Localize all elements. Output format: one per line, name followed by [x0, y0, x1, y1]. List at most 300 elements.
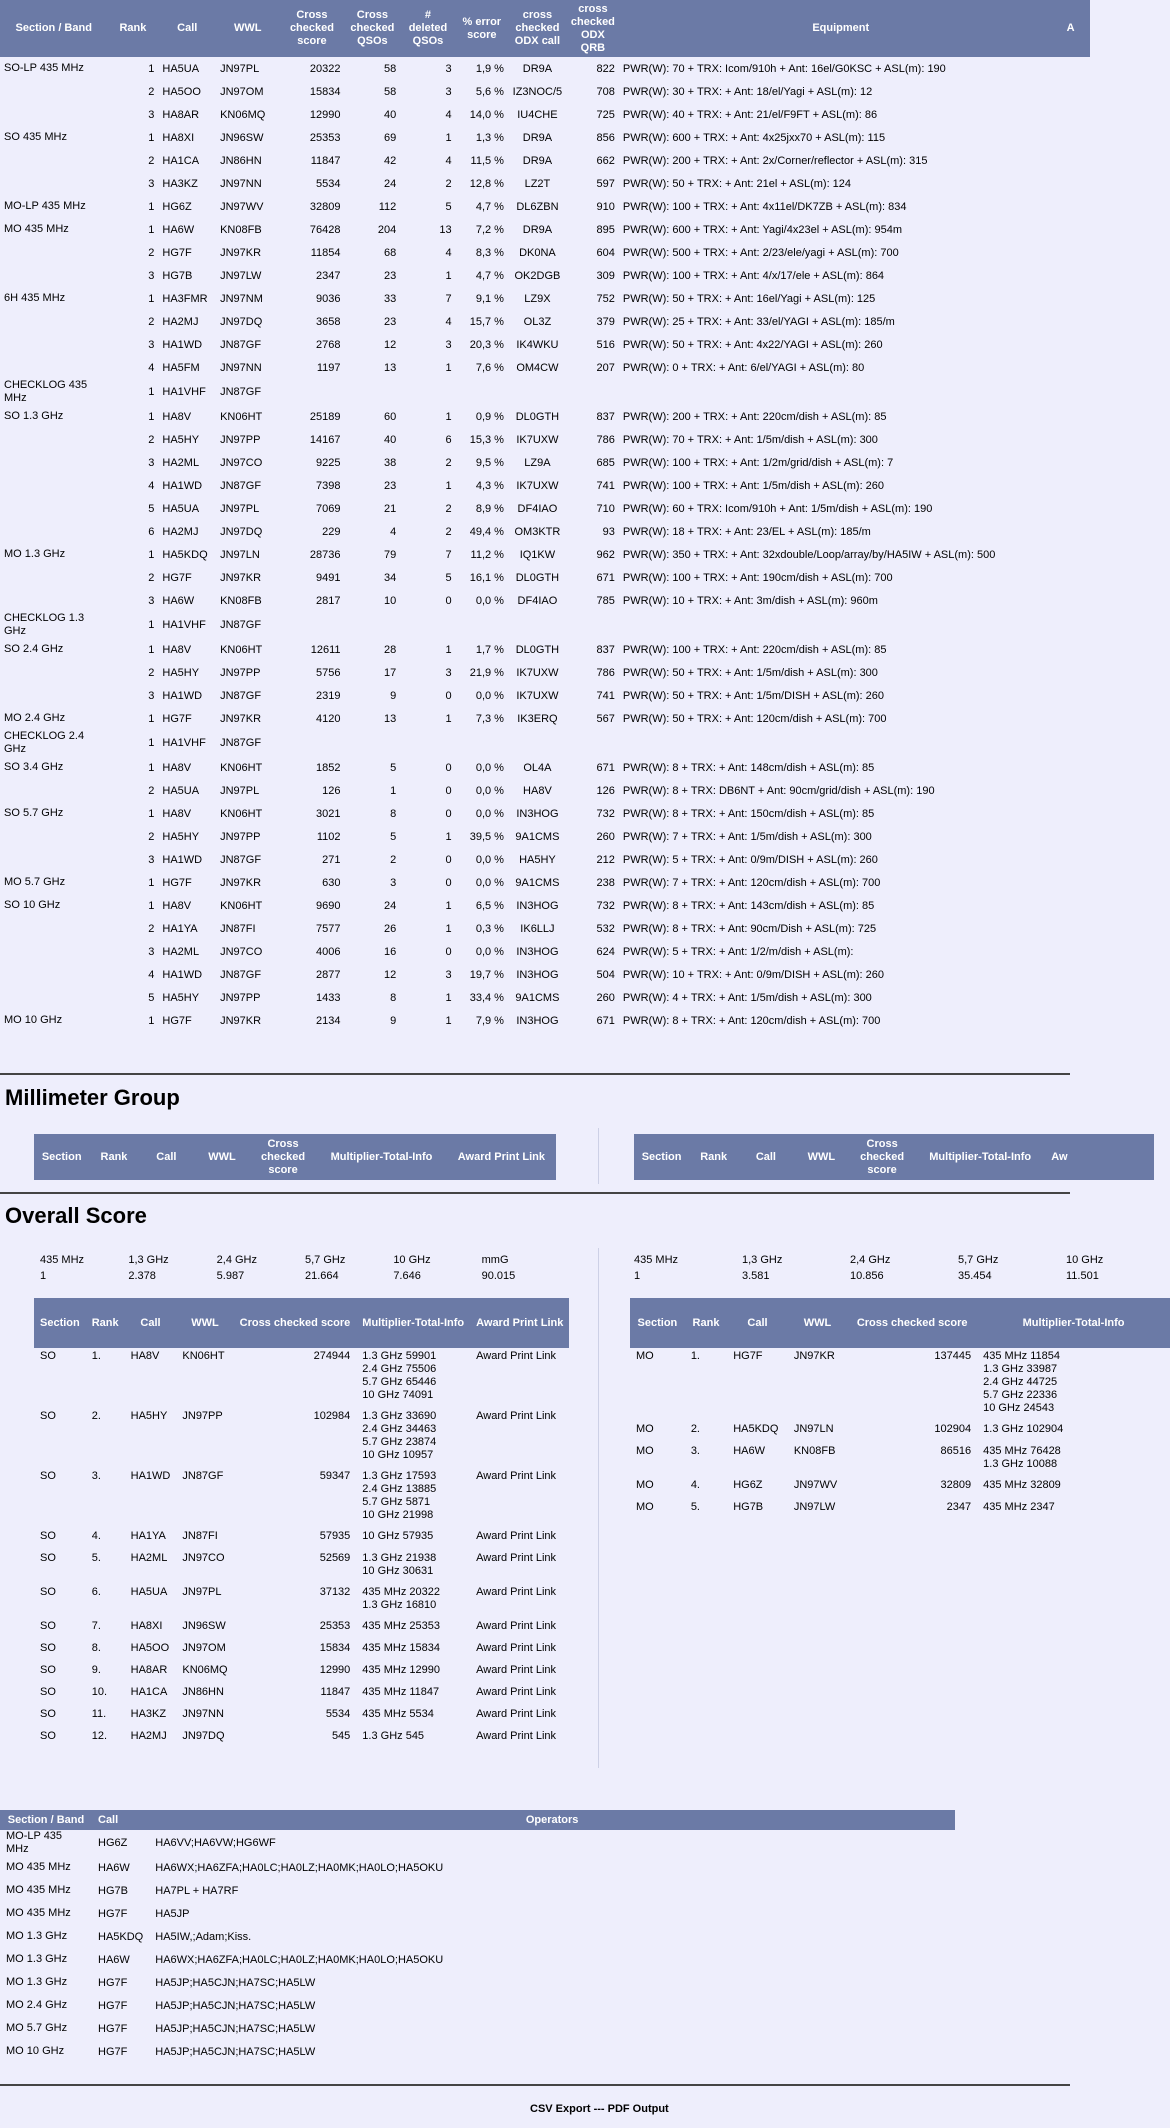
- results-row: [0, 848, 1090, 871]
- cell-score: 28736: [309, 548, 341, 561]
- op-section: MO 1.3 GHz: [6, 1930, 68, 1942]
- multiplier-line: 10 GHz 30631: [362, 1565, 434, 1577]
- results-row: [0, 779, 1090, 802]
- ov-rank: 3.: [91, 1470, 101, 1482]
- cell-section: [0, 684, 107, 707]
- cell-odx-qrb: 837: [596, 410, 615, 423]
- cell-rank: 2: [148, 154, 155, 167]
- cell-call: HA1VHF: [162, 619, 206, 631]
- cell-wwl: JN87GF: [220, 386, 262, 398]
- cell-wwl: JN97KR: [220, 712, 262, 725]
- ov-call: HA2ML: [130, 1552, 168, 1564]
- award-print-link[interactable]: Award Print Link: [476, 1730, 557, 1742]
- award-print-link[interactable]: Award Print Link: [476, 1620, 557, 1632]
- col-score: Cross checked score: [279, 0, 344, 57]
- cell-qsos: 21: [384, 502, 397, 515]
- cell-odx-call: IK6LLJ: [520, 922, 555, 935]
- cell-rank: 3: [148, 945, 155, 958]
- cell-rank: 2: [148, 571, 155, 584]
- operators-row: [0, 1948, 955, 1971]
- cell-error: 0,0 %: [475, 784, 504, 797]
- cell-odx-qrb: 710: [596, 502, 615, 515]
- cell-section: [0, 80, 107, 103]
- cell-qsos: 2: [390, 853, 397, 866]
- cell-deleted: 1: [445, 1014, 452, 1027]
- cell-section: [0, 779, 107, 802]
- op-call: HG6Z: [98, 1837, 128, 1849]
- ov-call: HA2MJ: [130, 1730, 167, 1742]
- cell-deleted: 5: [445, 200, 452, 213]
- ov-multiplier-info: [356, 1348, 470, 1408]
- factor-bands-row: [34, 1252, 564, 1268]
- cell-rank: 1: [148, 737, 155, 749]
- ov-col-wwl: WWL: [788, 1298, 847, 1348]
- cell-section: [0, 848, 107, 871]
- cell-call: HA5FM: [162, 361, 200, 374]
- cell-equipment: PWR(W): 100 + TRX: + Ant: 1/2m/grid/dish + ASL(m): 7: [622, 456, 894, 469]
- cell-odx-qrb: 260: [596, 991, 615, 1004]
- cell-a: [1063, 779, 1090, 802]
- export-links[interactable]: CSV Export --- PDF Output: [530, 2103, 669, 2115]
- cell-equipment: PWR(W): 25 + TRX: + Ant: 33/el/YAGI + ASL(m): 185/m: [622, 315, 895, 328]
- cell-section: [0, 986, 107, 1009]
- cell-odx-call: [508, 730, 567, 756]
- award-print-link[interactable]: Award Print Link: [476, 1350, 557, 1362]
- cell-odx-call: IN3HOG: [516, 899, 559, 912]
- cell-a: [1063, 848, 1090, 871]
- cell-rank: 1: [148, 1014, 155, 1027]
- cell-odx-qrb: 786: [596, 433, 615, 446]
- cell-deleted: 5: [445, 571, 452, 584]
- cell-section: SO 1.3 GHz: [4, 410, 64, 422]
- cell-odx-qrb: 822: [596, 62, 615, 75]
- cell-score: [279, 612, 344, 638]
- cell-score: 7577: [316, 922, 341, 935]
- ov-rank: 2.: [690, 1423, 700, 1435]
- mm-col-score: Cross checked score: [849, 1134, 915, 1180]
- factor-band: mmG: [481, 1254, 509, 1266]
- results-row: [0, 451, 1090, 474]
- cell-odx-call: DL0GTH: [515, 571, 560, 584]
- op-section: MO 435 MHz: [6, 1884, 71, 1896]
- cell-call: HG7F: [162, 1014, 192, 1027]
- cell-error: [456, 730, 508, 756]
- cell-odx-qrb: 786: [596, 666, 615, 679]
- results-row: [0, 871, 1090, 894]
- results-row: [0, 264, 1090, 287]
- cell-call: HA8V: [162, 761, 192, 774]
- cell-section: [0, 103, 107, 126]
- cell-error: 33,4 %: [469, 991, 504, 1004]
- cell-odx-call: DR9A: [522, 223, 553, 236]
- cell-score: 9225: [316, 456, 341, 469]
- mm-col-rank: Rank: [689, 1134, 738, 1180]
- cell-a: [1063, 638, 1090, 661]
- cell-odx-qrb: 732: [596, 807, 615, 820]
- multiplier-line: 1.3 GHz 16810: [362, 1599, 437, 1611]
- op-section: MO 435 MHz: [6, 1861, 71, 1873]
- cell-deleted: 1: [445, 830, 452, 843]
- op-call: HA5KDQ: [98, 1930, 144, 1943]
- factor-values-row: [34, 1268, 564, 1284]
- cell-equipment: PWR(W): 50 + TRX: + Ant: 21el + ASL(m): 124: [622, 177, 852, 190]
- cell-wwl: JN97PP: [220, 666, 261, 679]
- cell-wwl: JN97LW: [220, 269, 262, 282]
- cell-score: 4120: [316, 712, 341, 725]
- cell-qsos: 26: [384, 922, 397, 935]
- cell-deleted: 1: [445, 922, 452, 935]
- cell-score: 1433: [316, 991, 341, 1004]
- cell-a: [1063, 149, 1090, 172]
- award-print-link[interactable]: Award Print Link: [476, 1708, 557, 1720]
- cell-equipment: PWR(W): 100 + TRX: + Ant: 190cm/dish + ASL(m): 700: [622, 571, 893, 584]
- cell-call: HG6Z: [162, 200, 192, 213]
- cell-wwl: JN86HN: [220, 154, 262, 167]
- award-print-link[interactable]: Award Print Link: [476, 1470, 557, 1482]
- col-rank: Rank: [107, 0, 158, 57]
- cell-equipment: [619, 612, 1063, 638]
- cell-qsos: 17: [384, 666, 397, 679]
- cell-qsos: 42: [384, 154, 397, 167]
- cell-score: 2817: [316, 594, 341, 607]
- ov-wwl: JN97WV: [793, 1479, 838, 1491]
- ov-rank: 2.: [91, 1410, 101, 1422]
- cell-odx-call: 9A1CMS: [515, 991, 560, 1004]
- results-row: [0, 638, 1090, 661]
- cell-equipment: PWR(W): 600 + TRX: + Ant: Yagi/4x23el + ASL(m): 954m: [622, 223, 902, 236]
- op-call: HG7F: [98, 1999, 128, 2012]
- cell-odx-call: LZ2T: [524, 177, 551, 190]
- ov-rank: 4.: [690, 1479, 700, 1491]
- ov-rank: 3.: [690, 1445, 700, 1457]
- cell-rank: 1: [148, 200, 155, 213]
- multiplier-line: 10 GHz 10957: [362, 1449, 434, 1461]
- cell-score: 126: [322, 784, 341, 797]
- ov-multiplier-info: [977, 1348, 1170, 1421]
- cell-qsos: 40: [384, 433, 397, 446]
- cell-odx-qrb: 837: [596, 643, 615, 656]
- col-qsos: Cross checked QSOs: [345, 0, 401, 57]
- overall-row: [34, 1550, 569, 1584]
- ov-wwl: JN97NN: [182, 1708, 224, 1720]
- cell-call: HA5UA: [162, 784, 200, 797]
- cell-rank: 2: [148, 433, 155, 446]
- results-row: [0, 218, 1090, 241]
- cell-odx-call: [508, 612, 567, 638]
- ov-multiplier-info: [977, 1477, 1170, 1499]
- award-print-link[interactable]: Award Print Link: [476, 1410, 557, 1422]
- cell-qsos: [345, 612, 401, 638]
- ov-call: HG7B: [733, 1501, 764, 1513]
- cell-wwl: JN97NM: [220, 292, 263, 305]
- cell-call: HA1VHF: [162, 737, 206, 749]
- cell-call: HA2MJ: [162, 525, 199, 538]
- cell-error: 49,4 %: [469, 525, 504, 538]
- factor-bands-row: [628, 1252, 1168, 1268]
- multiplier-line: 5.7 GHz 23874: [362, 1436, 437, 1448]
- results-row: [0, 566, 1090, 589]
- results-row: [0, 589, 1090, 612]
- cell-wwl: JN97CO: [220, 945, 263, 958]
- factor-value: 10.856: [850, 1270, 884, 1282]
- operators-row: [0, 1925, 955, 1948]
- award-print-link[interactable]: Award Print Link: [476, 1686, 557, 1698]
- cell-wwl: JN87GF: [220, 737, 262, 749]
- mm-col-call: Call: [139, 1134, 195, 1180]
- cell-a: [1063, 802, 1090, 825]
- factor-band: 10 GHz: [1066, 1254, 1104, 1266]
- cell-deleted: 0: [445, 853, 452, 866]
- award-print-link[interactable]: Award Print Link: [476, 1530, 557, 1542]
- cell-odx-call: IN3HOG: [516, 945, 559, 958]
- cell-score: 20322: [309, 62, 341, 75]
- cell-odx-call: IK3ERQ: [517, 712, 558, 725]
- cell-deleted: 3: [445, 85, 452, 98]
- cell-qsos: 23: [384, 479, 397, 492]
- ov-multiplier-info: [356, 1662, 470, 1684]
- overall-row: [34, 1640, 569, 1662]
- cell-equipment: PWR(W): 60 + TRX: Icom/910h + Ant: 1/5m/dish + ASL(m): 190: [622, 502, 933, 515]
- multiplier-line: 435 MHz 12990: [362, 1664, 440, 1676]
- ov-call: HA3KZ: [130, 1708, 167, 1720]
- cell-call: HA1WD: [162, 853, 203, 866]
- cell-odx-qrb: 856: [596, 131, 615, 144]
- cell-error: 21,9 %: [469, 666, 504, 679]
- cell-qsos: 4: [390, 525, 397, 538]
- cell-deleted: 0: [445, 594, 452, 607]
- ov-wwl: JN86HN: [182, 1686, 224, 1698]
- cell-qsos: 58: [384, 62, 397, 75]
- ov-multiplier-info: [356, 1728, 470, 1750]
- cell-deleted: 1: [445, 991, 452, 1004]
- cell-call: HA8V: [162, 410, 192, 423]
- cell-error: 0,3 %: [475, 922, 504, 935]
- ov-call: HA5UA: [130, 1586, 168, 1598]
- cell-odx-call: IK4WKU: [516, 338, 559, 351]
- ov-section: SO: [40, 1350, 56, 1362]
- cell-a: [1063, 405, 1090, 428]
- cell-a: [1063, 80, 1090, 103]
- cell-section: SO 435 MHz: [4, 131, 67, 143]
- overall-table-left: [34, 1252, 564, 1284]
- factor-value: 1: [634, 1270, 641, 1282]
- cell-equipment: PWR(W): 100 + TRX: + Ant: 220cm/dish + ASL(m): 85: [622, 643, 887, 656]
- cell-equipment: PWR(W): 5 + TRX: + Ant: 0/9m/DISH + ASL(m): 260: [622, 853, 878, 866]
- cell-deleted: 2: [445, 502, 452, 515]
- overall-panel-right: [600, 1248, 1125, 1768]
- overall-divider: [598, 1248, 599, 1768]
- cell-odx-call: IK7UXW: [516, 689, 559, 702]
- cell-error: 5,6 %: [475, 85, 504, 98]
- cell-qsos: 28: [384, 643, 397, 656]
- cell-qsos: 10: [384, 594, 397, 607]
- cell-a: [1063, 451, 1090, 474]
- cell-wwl: JN97DQ: [220, 525, 263, 538]
- cell-wwl: JN97OM: [220, 85, 264, 98]
- cell-call: HA2ML: [162, 456, 200, 469]
- cell-call: HA8V: [162, 899, 192, 912]
- cell-odx-call: IN3HOG: [516, 968, 559, 981]
- cell-qsos: 60: [384, 410, 397, 423]
- factor-band: 1,3 GHz: [742, 1254, 783, 1266]
- ov-multiplier-info: [356, 1640, 470, 1662]
- cell-error: 14,0 %: [469, 108, 504, 121]
- cell-rank: 1: [148, 712, 155, 725]
- op-operators: HA6WX;HA6ZFA;HA0LC;HA0LZ;HA0MK;HA0LO;HA5OKU: [155, 1861, 444, 1874]
- cell-wwl: JN97PP: [220, 433, 261, 446]
- cell-odx-qrb: [567, 730, 619, 756]
- ov-call: HA5HY: [130, 1410, 168, 1422]
- cell-qsos: 79: [384, 548, 397, 561]
- cell-section: SO 10 GHz: [4, 899, 61, 911]
- cell-equipment: PWR(W): 100 + TRX: + Ant: 1/5m/dish + ASL(m): 260: [622, 479, 885, 492]
- cell-error: 0,0 %: [475, 853, 504, 866]
- mm-col-section: Section: [634, 1134, 689, 1180]
- cell-call: HA5UA: [162, 502, 200, 515]
- cell-call: HA8XI: [162, 131, 195, 144]
- cell-odx-qrb: 238: [596, 876, 615, 889]
- cell-error: 9,1 %: [475, 292, 504, 305]
- award-print-link[interactable]: Award Print Link: [476, 1586, 557, 1598]
- cell-odx-qrb: 671: [596, 761, 615, 774]
- cell-score: 2877: [316, 968, 341, 981]
- cell-call: HA1WD: [162, 689, 203, 702]
- cell-section: SO-LP 435 MHz: [4, 62, 84, 74]
- cell-wwl: KN06HT: [220, 899, 263, 912]
- cell-qsos: 3: [390, 876, 397, 889]
- cell-rank: 3: [148, 594, 155, 607]
- multiplier-line: 435 MHz 15834: [362, 1642, 440, 1654]
- overall-scores-right: [630, 1298, 1170, 1521]
- overall-row: [34, 1618, 569, 1640]
- overall-row: [34, 1348, 569, 1408]
- ov-wwl: KN08FB: [793, 1445, 836, 1457]
- cell-call: HA3FMR: [162, 292, 208, 305]
- multiplier-line: 5.7 GHz 65446: [362, 1376, 437, 1388]
- results-row: [0, 917, 1090, 940]
- results-row: [0, 103, 1090, 126]
- cell-rank: 2: [148, 315, 155, 328]
- cell-equipment: PWR(W): 500 + TRX: + Ant: 2/23/ele/yagi + ASL(m): 700: [622, 246, 899, 259]
- cell-score: 76428: [309, 223, 341, 236]
- cell-qsos: 68: [384, 246, 397, 259]
- op-operators: HA5JP;HA5CJN;HA7SC;HA5LW: [155, 1999, 316, 2012]
- cell-score: 1197: [316, 361, 341, 374]
- cell-equipment: PWR(W): 4 + TRX: + Ant: 1/5m/dish + ASL(m): 300: [622, 991, 872, 1004]
- op-section: MO 10 GHz: [6, 2045, 65, 2057]
- cell-call: HG7F: [162, 571, 192, 584]
- ov-call: HA5OO: [130, 1642, 170, 1654]
- factor-value: 90.015: [481, 1270, 516, 1282]
- ov-score: 52569: [319, 1552, 351, 1564]
- cell-deleted: 1: [445, 269, 452, 282]
- cell-qsos: 9: [390, 1014, 397, 1027]
- cell-wwl: JN87GF: [220, 479, 262, 492]
- cell-odx-call: 9A1CMS: [515, 876, 560, 889]
- cell-equipment: [619, 730, 1063, 756]
- overall-row: [34, 1468, 569, 1528]
- cell-odx-call: IZ3NOC/5: [512, 85, 563, 98]
- cell-odx-call: HA8V: [523, 784, 552, 797]
- cell-odx-call: 9A1CMS: [515, 830, 560, 843]
- ov-multiplier-info: [356, 1684, 470, 1706]
- results-row: [0, 684, 1090, 707]
- results-row: [0, 707, 1090, 730]
- cell-odx-qrb: [567, 612, 619, 638]
- cell-odx-qrb: 212: [596, 853, 615, 866]
- ov-col-rank: Rank: [86, 1298, 125, 1348]
- results-row: [0, 756, 1090, 779]
- cell-a: [1063, 589, 1090, 612]
- cell-odx-qrb: 532: [596, 922, 615, 935]
- operators-table: [0, 1810, 955, 2063]
- cell-equipment: PWR(W): 8 + TRX: + Ant: 148cm/dish + ASL(m): 85: [622, 761, 875, 774]
- cell-rank: 5: [148, 991, 155, 1004]
- multiplier-line: 435 MHz 2347: [983, 1501, 1055, 1513]
- cell-odx-call: IN3HOG: [516, 1014, 559, 1027]
- cell-a: [1063, 612, 1090, 638]
- cell-call: HA5HY: [162, 991, 200, 1004]
- cell-deleted: 0: [445, 945, 452, 958]
- cell-qsos: 58: [384, 85, 397, 98]
- cell-odx-call: OL3Z: [523, 315, 552, 328]
- award-print-link[interactable]: Award Print Link: [476, 1664, 557, 1676]
- cell-rank: 2: [148, 246, 155, 259]
- op-call: HA6W: [98, 1953, 130, 1966]
- cell-odx-call: DF4IAO: [517, 594, 558, 607]
- award-print-link[interactable]: Award Print Link: [476, 1552, 557, 1564]
- cell-a: [1063, 474, 1090, 497]
- cell-a: [1063, 264, 1090, 287]
- results-row: [0, 310, 1090, 333]
- ov-section: SO: [40, 1620, 56, 1632]
- ov-score: 12990: [319, 1664, 351, 1676]
- op-col-section: Section / Band: [0, 1810, 92, 1830]
- cell-odx-qrb: 624: [596, 945, 615, 958]
- overall-row: [630, 1443, 1170, 1477]
- op-operators: HA6WX;HA6ZFA;HA0LC;HA0LZ;HA0MK;HA0LO;HA5OKU: [155, 1953, 444, 1966]
- cell-a: [1063, 986, 1090, 1009]
- ov-multiplier-info: [977, 1443, 1170, 1477]
- cell-rank: 3: [148, 853, 155, 866]
- ov-section: SO: [40, 1470, 56, 1482]
- cell-error: 0,0 %: [475, 689, 504, 702]
- cell-a: [1063, 126, 1090, 149]
- cell-odx-call: OM3KTR: [514, 525, 561, 538]
- ov-col-score: Cross checked score: [847, 1298, 977, 1348]
- cell-wwl: JN97NN: [220, 177, 262, 190]
- cell-a: [1063, 756, 1090, 779]
- award-print-link[interactable]: Award Print Link: [476, 1642, 557, 1654]
- multiplier-line: 1.3 GHz 17593: [362, 1470, 437, 1482]
- ov-call: HA5KDQ: [733, 1423, 779, 1435]
- ov-rank: 5.: [690, 1501, 700, 1513]
- cell-error: [456, 379, 508, 405]
- ov-wwl: KN06MQ: [182, 1664, 228, 1676]
- cell-rank: 1: [148, 876, 155, 889]
- cell-section: [0, 241, 107, 264]
- cell-call: HG7F: [162, 246, 192, 259]
- ov-rank: 8.: [91, 1642, 101, 1654]
- cell-odx-qrb: 708: [596, 85, 615, 98]
- cell-score: 1852: [316, 761, 341, 774]
- cell-deleted: 2: [445, 177, 452, 190]
- cell-rank: 1: [148, 62, 155, 75]
- cell-score: 229: [322, 525, 341, 538]
- mm-col-wwl: WWL: [194, 1134, 250, 1180]
- cell-a: [1063, 940, 1090, 963]
- col-error: % error score: [456, 0, 508, 57]
